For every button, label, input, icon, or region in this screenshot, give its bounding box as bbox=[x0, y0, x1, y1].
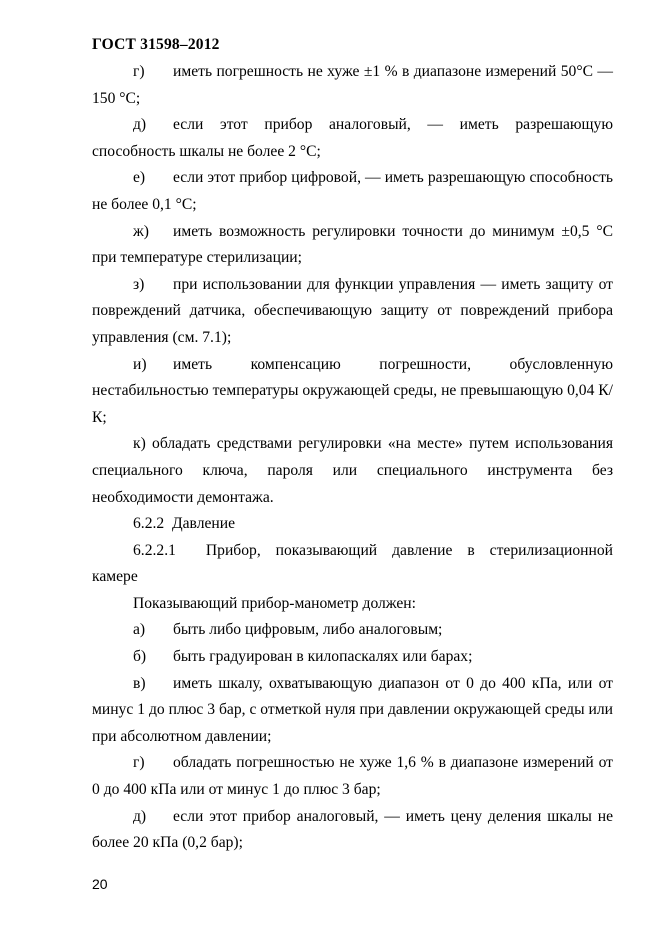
list-item-z bbox=[92, 272, 613, 352]
item-text: быть либо цифровым, либо аналоговым; bbox=[173, 621, 443, 639]
section-heading bbox=[92, 511, 613, 538]
intro-paragraph: Показывающий прибор-манометр должен: bbox=[133, 594, 416, 612]
pressure-item-g bbox=[92, 750, 613, 803]
list-item-g bbox=[92, 59, 613, 112]
item-text: иметь погрешность не хуже ±1 % в диапазоне измерений 50°С —150 °С; bbox=[92, 63, 613, 107]
item-text: быть градуирован в килопаскалях или барах; bbox=[173, 648, 473, 666]
section-number: 6.2.2 bbox=[133, 515, 165, 533]
item-text: при использовании для функции управления — иметь защиту от повреждений датчика, обеспечивающую защиту от повреждений прибора управления (см. 7.1); bbox=[92, 275, 613, 346]
item-marker: и) bbox=[133, 355, 147, 373]
pressure-item-d bbox=[92, 804, 613, 857]
item-marker: б) bbox=[133, 648, 147, 666]
item-text: если этот прибор аналоговый, — иметь цену деления шкалы не более 20 кПа (0,2 бар); bbox=[92, 807, 613, 852]
item-marker: е) bbox=[133, 169, 146, 187]
item-text: если этот прибор аналоговый, — иметь разрешающую способность шкалы не более 2 °С; bbox=[92, 116, 613, 160]
document-header: ГОСТ 31598–2012 bbox=[92, 36, 220, 53]
pressure-item-b bbox=[92, 644, 613, 671]
list-item-zh bbox=[92, 219, 613, 272]
item-marker: в) bbox=[133, 674, 146, 692]
document-body bbox=[92, 59, 613, 857]
subsection-heading bbox=[92, 538, 613, 591]
item-marker: ж) bbox=[133, 222, 149, 240]
page-number: 20 bbox=[92, 876, 108, 892]
list-item-i bbox=[92, 352, 613, 432]
list-item-e bbox=[92, 165, 613, 218]
item-text: обладать погрешностью не хуже 1,6 % в диапазоне измерений от 0 до 400 кПа или от минус 1 до плюс 3 бар; bbox=[92, 754, 613, 799]
item-marker: г) bbox=[133, 754, 145, 772]
pressure-item-v bbox=[92, 671, 613, 751]
item-marker: з) bbox=[133, 275, 145, 293]
item-text: если этот прибор цифровой, — иметь разрешающую способность не более 0,1 °С; bbox=[92, 169, 613, 213]
list-item-k: к) обладать средствами регулировки «на месте» путем использования специального ключа, пароля или специального инструмента без необходимости демонтажа. bbox=[92, 435, 613, 506]
section-title: Давление bbox=[171, 515, 236, 533]
list-item-d bbox=[92, 112, 613, 165]
item-text: иметь шкалу, охватывающую диапазон от 0 до 400 кПа, или от минус 1 до плюс 3 бар, с отметкой нуля при давлении окружающей среды или при абсолютном давлении; bbox=[92, 674, 613, 745]
item-marker: д) bbox=[133, 807, 147, 825]
item-marker: д) bbox=[133, 116, 147, 134]
pressure-item-a bbox=[92, 617, 613, 644]
item-marker: а) bbox=[133, 621, 146, 639]
subsection-number: 6.2.2.1 bbox=[133, 541, 176, 559]
item-text: иметь возможность регулировки точности до минимум ±0,5 °С при температуре стерилизации; bbox=[92, 222, 613, 267]
subsection-title: Прибор, показывающий давление в стерилизационной камере bbox=[92, 541, 613, 586]
item-marker: г) bbox=[133, 63, 145, 80]
item-text: иметь компенсацию погрешности, обусловленную нестабильностью температуры окружающей среды, не превышающую 0,04 К/К; bbox=[92, 355, 613, 426]
